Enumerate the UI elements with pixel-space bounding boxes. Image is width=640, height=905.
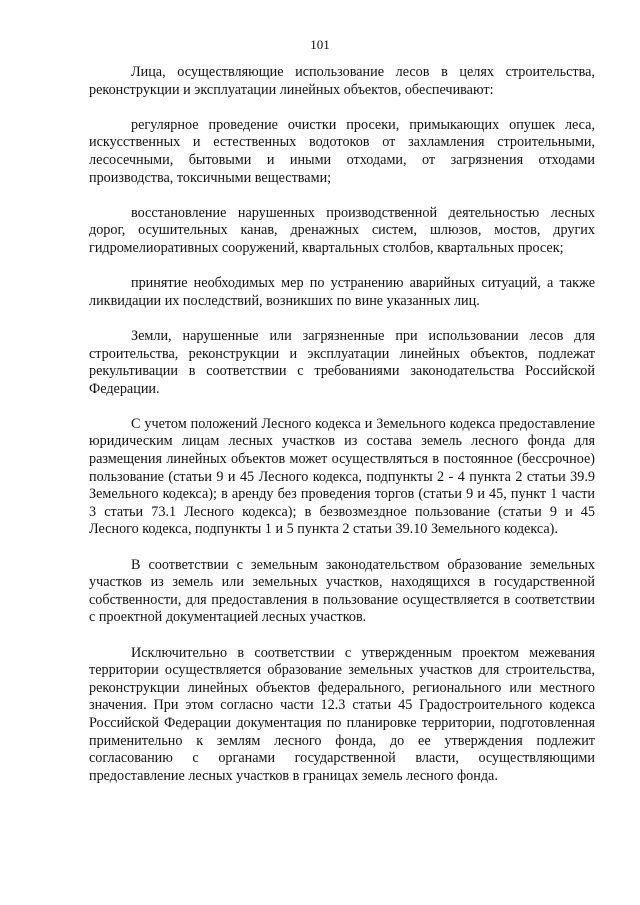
paragraph-users-obligations: Лица, осуществляющие использование лесов в целях строительства, реконструкции и эксплуатации линейных объектов, обеспечивают:: [89, 64, 595, 98]
document-body: [89, 64, 595, 785]
paragraph-restoration: восстановление нарушенных производственной деятельностью лесных дорог, осушительных канав, дренажных систем, шлюзов, мостов, других гидромелиоративных сооружений, квартальных столбов, квартальных просек;: [89, 204, 595, 256]
paragraph-clearing: регулярное проведение очистки просеки, примыкающих опушек леса, искусственных и естественных водотоков от захламления строительными, лесосечными, бытовыми и иными отходами, от загрязнения отходами производства, токсичными веществами;: [89, 116, 595, 186]
page-number: 101: [310, 37, 330, 52]
paragraph-land-formation: В соответствии с земельным законодательством образование земельных участков из земель или земельных участков, находящихся в государственной собственности, для предоставления в пользование осуществляется в соответствии с проектной документацией лесных участков.: [89, 556, 595, 626]
paragraph-survey-project: Исключительно в соответствии с утвержденным проектом межевания территории осуществляется образование земельных участков для строительства, реконструкции линейных объектов федерального, регионального или местного значения. При этом согласно части 12.3 статьи 45 Градостроительного кодекса Российской Федерации документация по планировке территории, подготовленная применительно к землям лесного фонда, до ее утверждения подлежит согласованию с органами государственной власти, осуществляющими предоставление лесных участков в границах земель лесного фонда.: [89, 644, 595, 784]
paragraph-emergency: принятие необходимых мер по устранению аварийных ситуаций, а также ликвидации их последствий, возникших по вине указанных лиц.: [89, 275, 595, 309]
paragraph-provision-terms: С учетом положений Лесного кодекса и Земельного кодекса предоставление юридическим лицам лесных участков из состава земель лесного фонда для размещения линейных объектов может осуществляться в постоянное (бессрочное) пользование (статьи 9 и 45 Лесного кодекса, подпункты 2 - 4 пункта 2 статьи 39.9 Земельного кодекса); в аренду без проведения торгов (статьи 9 и 45, пункт 1 части 3 статьи 73.1 Лесного кодекса); в безвозмездное пользование (статьи 9 и 45 Лесного кодекса, подпункты 1 и 5 пункта 2 статьи 39.10 Земельного кодекса).: [89, 415, 595, 538]
paragraph-recultivation: Земли, нарушенные или загрязненные при использовании лесов для строительства, реконструкции и эксплуатации линейных объектов, подлежат рекультивации в соответствии с требованиями законодательства Российской Федерации.: [89, 327, 595, 397]
